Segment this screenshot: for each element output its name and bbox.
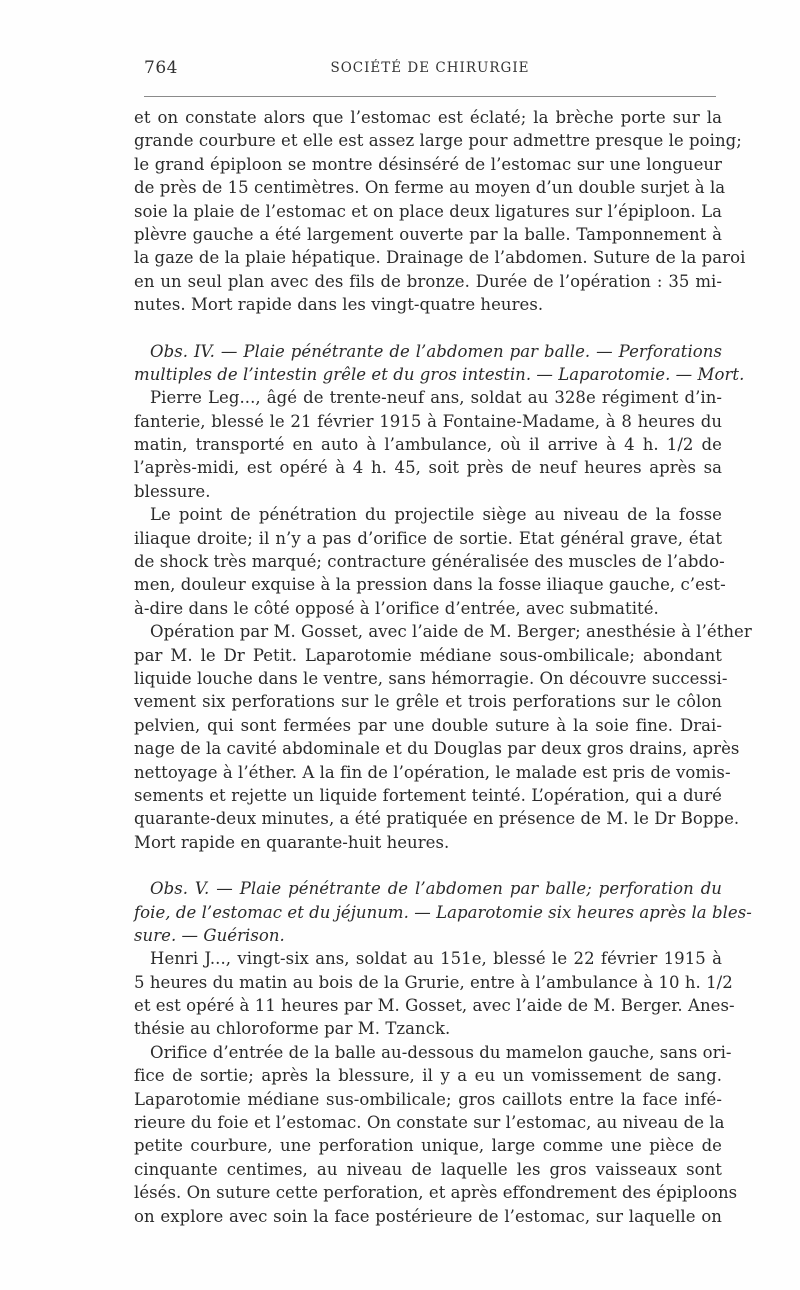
text-line: plèvre gauche a été largement ouverte par la balle. Tamponnement à (134, 224, 722, 244)
obs-4-paragraph-2 (134, 503, 726, 620)
paragraph-gap (134, 854, 722, 877)
text-line: le grand épiploon se montre désinséré de l’estomac sur une longueur (134, 154, 722, 174)
text-line: thésie au chloroforme par M. Tzanck. (134, 1019, 451, 1039)
paragraph-continuation (134, 106, 746, 317)
text-line: cinquante centimes, au niveau de laquelle les gros vaisseaux sont (134, 1159, 722, 1179)
text-line: nettoyage à l’éther. A la fin de l’opération, le malade est pris de vomis- (134, 762, 731, 782)
text-line: et on constate alors que l’estomac est éclaté; la brèche porte sur la (134, 108, 722, 127)
obs-4-paragraph-1 (134, 386, 722, 503)
text-line: grande courbure et elle est assez large pour admettre presque le poing; (134, 131, 742, 151)
text-line: Pierre Leg..., âgé de trente-neuf ans, soldat au 328e régiment d’in- (150, 388, 722, 408)
obs-5-paragraph-1 (134, 947, 735, 1041)
text-line: vement six perforations sur le grêle et trois perforations sur le côlon (134, 692, 722, 712)
heading-line: Obs. IV. — Plaie pénétrante de l’abdomen par balle. — Perforations (150, 341, 722, 361)
text-line: liquide louche dans le ventre, sans hémorragie. On découvre successi- (134, 668, 728, 688)
text-line: nage de la cavité abdominale et du Douglas par deux gros drains, après (134, 739, 740, 759)
text-line: Henri J..., vingt-six ans, soldat au 151e, blessé le 22 février 1915 à (150, 949, 722, 969)
heading-line: foie, de l’estomac et du jéjunum. — Laparotomie six heures après la bles- (134, 902, 752, 922)
text-line: à-dire dans le côté opposé à l’orifice d’entrée, avec submatité. (134, 598, 659, 618)
running-head: SOCIÉTÉ DE CHIRURGIE (330, 60, 530, 76)
page-header (144, 58, 716, 80)
heading-line: Obs. V. — Plaie pénétrante de l’abdomen par balle; perforation du (150, 879, 722, 899)
text-line: men, douleur exquise à la pression dans la fosse iliaque gauche, c’est- (134, 575, 726, 595)
text-line: de shock très marqué; contracture généralisée des muscles de l’abdo- (134, 552, 725, 572)
obs-5-paragraph-2 (134, 1041, 738, 1228)
text-line: iliaque droite; il n’y a pas d’orifice de sortie. Etat général grave, état (134, 528, 722, 548)
text-line: par M. le Dr Petit. Laparotomie médiane sous-ombilicale; abondant (134, 645, 722, 665)
text-line: l’après-midi, est opéré à 4 h. 45, soit près de neuf heures après sa (134, 458, 722, 478)
text-line: Le point de pénétration du projectile siège au niveau de la fosse (150, 505, 722, 525)
text-line: sements et rejette un liquide fortement teinté. L’opération, qui a duré (134, 785, 722, 805)
text-line: 5 heures du matin au bois de la Grurie, entre à l’ambulance à 10 h. 1/2 (134, 972, 733, 992)
page-number: 764 (144, 58, 178, 78)
heading-line: multiples de l’intestin grêle et du gros intestin. — Laparotomie. — Mort. (134, 364, 745, 384)
text-line: la gaze de la plaie hépatique. Drainage de l’abdomen. Suture de la paroi (134, 248, 746, 268)
obs-4-heading (134, 340, 745, 387)
text-line: soie la plaie de l’estomac et on place deux ligatures sur l’épiploon. La (134, 201, 722, 221)
header-rule (144, 96, 716, 97)
text-line: lésés. On suture cette perforation, et après effondrement des épiploons (134, 1183, 738, 1203)
text-line: Mort rapide en quarante-huit heures. (134, 832, 450, 852)
text-line: fice de sortie; après la blessure, il y a eu un vomissement de sang. (134, 1066, 722, 1086)
text-line: et est opéré à 11 heures par M. Gosset, avec l’aide de M. Berger. Anes- (134, 996, 735, 1016)
obs-4-paragraph-3 (134, 620, 752, 854)
text-line: pelvien, qui sont fermées par une double suture à la soie fine. Drai- (134, 715, 722, 735)
text-line: Opération par M. Gosset, avec l’aide de M. Berger; anesthésie à l’éther (150, 622, 752, 642)
paragraph-gap (134, 317, 722, 340)
heading-line: sure. — Guérison. (134, 925, 285, 945)
text-line: on explore avec soin la face postérieure de l’estomac, sur laquelle on (134, 1206, 722, 1226)
text-line: nutes. Mort rapide dans les vingt-quatre heures. (134, 295, 544, 315)
text-line: quarante-deux minutes, a été pratiquée en présence de M. le Dr Boppe. (134, 809, 740, 829)
text-line: petite courbure, une perforation unique, large comme une pièce de (134, 1136, 722, 1156)
text-line: Orifice d’entrée de la balle au-dessous du mamelon gauche, sans ori- (150, 1042, 732, 1062)
text-line: blessure. (134, 481, 211, 501)
text-line: fanterie, blessé le 21 février 1915 à Fontaine-Madame, à 8 heures du (134, 411, 722, 431)
text-line: en un seul plan avec des fils de bronze. Durée de l’opération : 35 mi- (134, 271, 722, 291)
text-line: matin, transporté en auto à l’ambulance, où il arrive à 4 h. 1/2 de (134, 435, 722, 455)
text-line: Laparotomie médiane sus-ombilicale; gros caillots entre la face infé- (134, 1089, 722, 1109)
text-line: rieure du foie et l’estomac. On constate sur l’estomac, au niveau de la (134, 1113, 725, 1133)
body-text (134, 106, 752, 1228)
text-line: de près de 15 centimètres. On ferme au moyen d’un double surjet à la (134, 178, 726, 198)
obs-5-heading (134, 877, 752, 947)
